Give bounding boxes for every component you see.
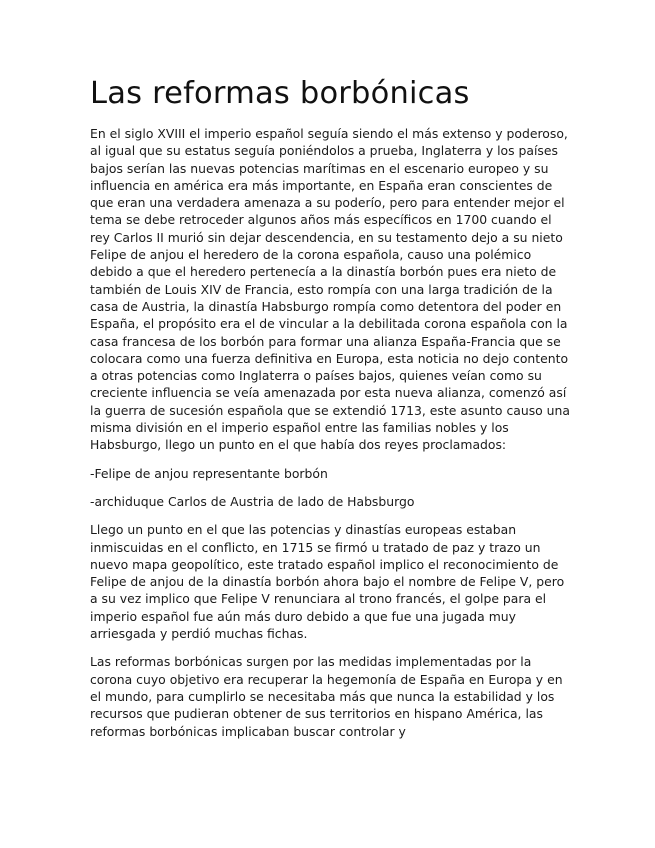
list-item-carlos: -archiduque Carlos de Austria de lado de Habsburgo [90, 493, 415, 509]
paragraph-intro: En el siglo XVIII el imperio español seguía siendo el más extenso y poderoso, al igual que su estatus seguía poniéndolos a prueba, Inglaterra y los países bajos serían las nuevas potencias marítimas en el escenario europeo y su influencia en américa era más importante, en España eran conscientes de que eran una verdadera amenaza a su poderío, pero para entender mejor el tema se debe retroceder algunos años más específicos en 1700 cuando el rey Carlos II murió sin dejar descendencia, en su testamento dejo a su nieto Felipe de anjou el heredero de la corona española, causo una polémico debido a que el heredero pertenecía a la dinastía borbón pues era nieto de también de Louis XIV de Francia, esto rompía con una larga tradición de la casa de Austria, la dinastía Habsburgo rompía como detentora del poder en España, el propósito era el de vincular a la debilitada corona española con la casa francesa de los borbón para formar una alianza España-Francia que se colocara como una fuerza definitiva en Europa, esta noticia no dejo contento a otras potencias como Inglaterra o países bajos, quienes veían como su creciente influencia se veía amenazada por esta nueva alianza, comenzó así la guerra de sucesión española que se extendió 1713, este asunto causo una misma división en el imperio español entre las familias nobles y los Habsburgo, llego un punto en el que había dos reyes proclamados: [90, 126, 570, 453]
paragraph-treaty: Llego un punto en el que las potencias y dinastías europeas estaban inmiscuidas en el conflicto, en 1715 se firmó u tratado de paz y trazo un nuevo mapa geopolítico, este tratado español implico el reconocimiento de Felipe de anjou de la dinastía borbón ahora bajo el nombre de Felipe V, pero a su vez implico que Felipe V renunciara al trono francés, el golpe para el imperio español fue aún más duro debido a que fue una jugada muy arriesgada y perdió muchas fichas. [90, 522, 565, 642]
paragraph-reforms: Las reformas borbónicas surgen por las medidas implementadas por la corona cuyo objetivo era recuperar la hegemonía de España en Europa y en el mundo, para cumplirlo se necesitaba más que nunca la estabilidad y los recursos que pudieran obtener de sus territorios en hispano América, las reformas borbónicas implicaban buscar controlar y [90, 654, 563, 739]
list-item-felipe: -Felipe de anjou representante borbón [90, 465, 328, 481]
document-body [90, 125, 572, 751]
document-title: Las reformas borbónicas [90, 76, 470, 111]
document-page [90, 0, 572, 848]
